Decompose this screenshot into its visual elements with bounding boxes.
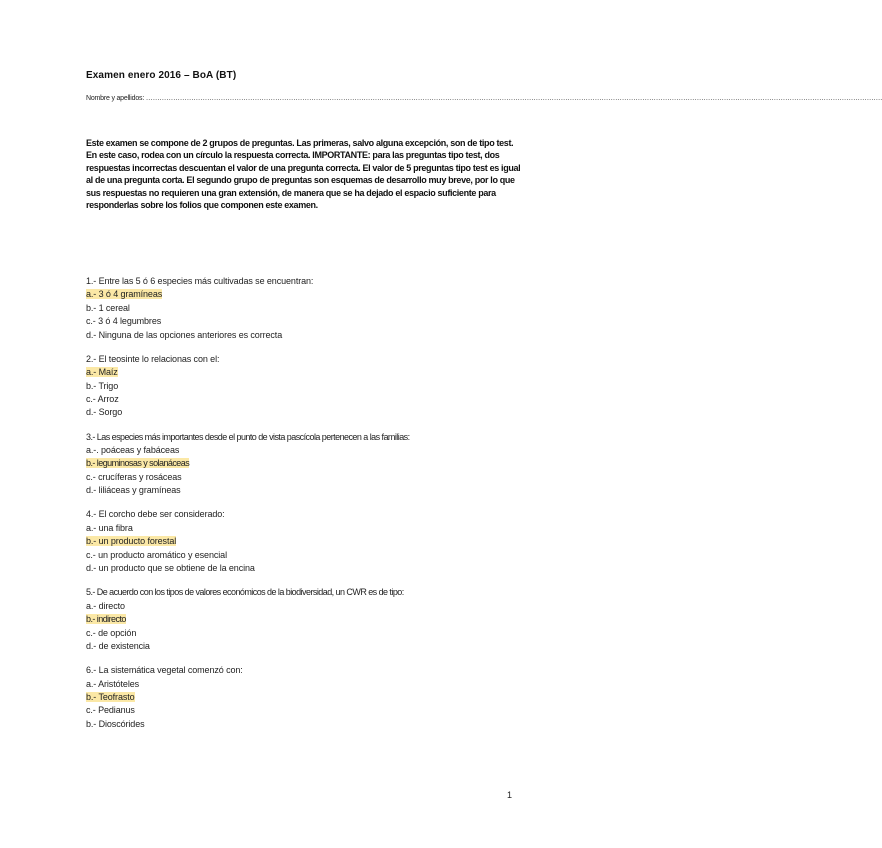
answer-option-label: c.- de opción xyxy=(86,627,137,638)
answer-option-label: b.- 1 cereal xyxy=(86,302,130,313)
answer-option[interactable] xyxy=(86,600,526,613)
answer-option-label: b.- leguminosas y solanáceas xyxy=(86,458,190,469)
question-list xyxy=(86,275,526,742)
answer-option[interactable] xyxy=(86,302,526,315)
highlighted-answer-option[interactable] xyxy=(86,288,526,301)
answer-option[interactable] xyxy=(86,406,526,419)
question-block xyxy=(86,431,526,498)
answer-option[interactable] xyxy=(86,444,526,457)
highlighted-answer-option[interactable] xyxy=(86,535,526,548)
answer-option[interactable] xyxy=(86,640,526,653)
answer-option-label: a.- 3 ó 4 gramíneas xyxy=(86,289,163,300)
answer-option-label: c.- Pedianus xyxy=(86,705,135,716)
answer-option-label: b.- indirecto xyxy=(86,614,126,625)
question-text: 2.- El teosinte lo relacionas con el: xyxy=(86,353,220,364)
answer-option-label: a.-. poáceas y fabáceas xyxy=(86,445,180,456)
highlighted-answer-option[interactable] xyxy=(86,691,526,704)
name-field-line: Nombre y apellidos: ………………………………………………………………………………………………………………………………………………………………………………………………………………………………………………………………………………………………. xyxy=(86,95,882,102)
highlighted-answer-option[interactable] xyxy=(86,613,526,626)
answer-option[interactable] xyxy=(86,522,526,535)
answer-option-label: d.- Ninguna de las opciones anteriores es correcta xyxy=(86,329,283,340)
answer-option[interactable] xyxy=(86,562,526,575)
question-block xyxy=(86,664,526,731)
answer-option-label: b.- Dioscórides xyxy=(86,718,145,729)
question-text: 3.- Las especies más importantes desde el punto de vista pascícola pertenecen a las familias: xyxy=(86,431,410,442)
exam-title: Examen enero 2016 – BoA (BT) xyxy=(86,70,237,81)
answer-option-label: d.- Sorgo xyxy=(86,407,123,418)
answer-option[interactable] xyxy=(86,704,526,717)
answer-option[interactable] xyxy=(86,627,526,640)
answer-option-label: a.- una fibra xyxy=(86,522,133,533)
answer-option[interactable] xyxy=(86,484,526,497)
answer-option-label: d.- de existencia xyxy=(86,640,150,651)
page-number: 1 xyxy=(507,790,513,800)
instructions-paragraph: Este examen se compone de 2 grupos de preguntas. Las primeras, salvo alguna excepción, son de tipo test. En este caso, rodea con un círculo la respuesta correcta. IMPORTANTE: para las preguntas tipo test, dos respuestas incorrectas descuentan el valor de una pregunta correcta. El valor de 5 preguntas tipo test es igual al de una pregunta corta. El segundo grupo de preguntas son esquemas de desarrollo muy breve, por lo que sus respuestas no requieren una gran extensión, de manera que se ha dejado el espacio suficiente para responderlas sobre los folios que componen este examen. xyxy=(86,138,521,211)
question-text: 6.- La sistemática vegetal comenzó con: xyxy=(86,665,243,676)
question-block xyxy=(86,508,526,575)
answer-option-label: b.- un producto forestal xyxy=(86,536,177,547)
answer-option-label: b.- Trigo xyxy=(86,380,119,391)
answer-option-label: c.- un producto aromático y esencial xyxy=(86,549,227,560)
question-text: 5.- De acuerdo con los tipos de valores económicos de la biodiversidad, un CWR es de tipo: xyxy=(86,587,404,598)
answer-option[interactable] xyxy=(86,718,526,731)
question-block xyxy=(86,275,526,342)
answer-option-label: d.- un producto que se obtiene de la encina xyxy=(86,563,255,574)
answer-option-label: c.- crucíferas y rosáceas xyxy=(86,471,182,482)
answer-option-label: a.- Maíz xyxy=(86,367,118,378)
answer-option[interactable] xyxy=(86,329,526,342)
question-block xyxy=(86,586,526,653)
answer-option[interactable] xyxy=(86,380,526,393)
answer-option[interactable] xyxy=(86,315,526,328)
answer-option-label: b.- Teofrasto xyxy=(86,691,135,702)
answer-option[interactable] xyxy=(86,549,526,562)
answer-option-label: c.- Arroz xyxy=(86,394,119,405)
answer-option-label: d.- liliáceas y gramíneas xyxy=(86,485,181,496)
answer-option-label: c.- 3 ó 4 legumbres xyxy=(86,316,162,327)
answer-option[interactable] xyxy=(86,471,526,484)
question-block xyxy=(86,353,526,420)
answer-option[interactable] xyxy=(86,678,526,691)
answer-option-label: a.- directo xyxy=(86,600,125,611)
highlighted-answer-option[interactable] xyxy=(86,457,526,470)
highlighted-answer-option[interactable] xyxy=(86,366,526,379)
answer-option[interactable] xyxy=(86,393,526,406)
answer-option-label: a.- Aristóteles xyxy=(86,678,140,689)
question-text: 1.- Entre las 5 ó 6 especies más cultivadas se encuentran: xyxy=(86,276,314,286)
question-text: 4.- El corcho debe ser considerado: xyxy=(86,509,225,520)
